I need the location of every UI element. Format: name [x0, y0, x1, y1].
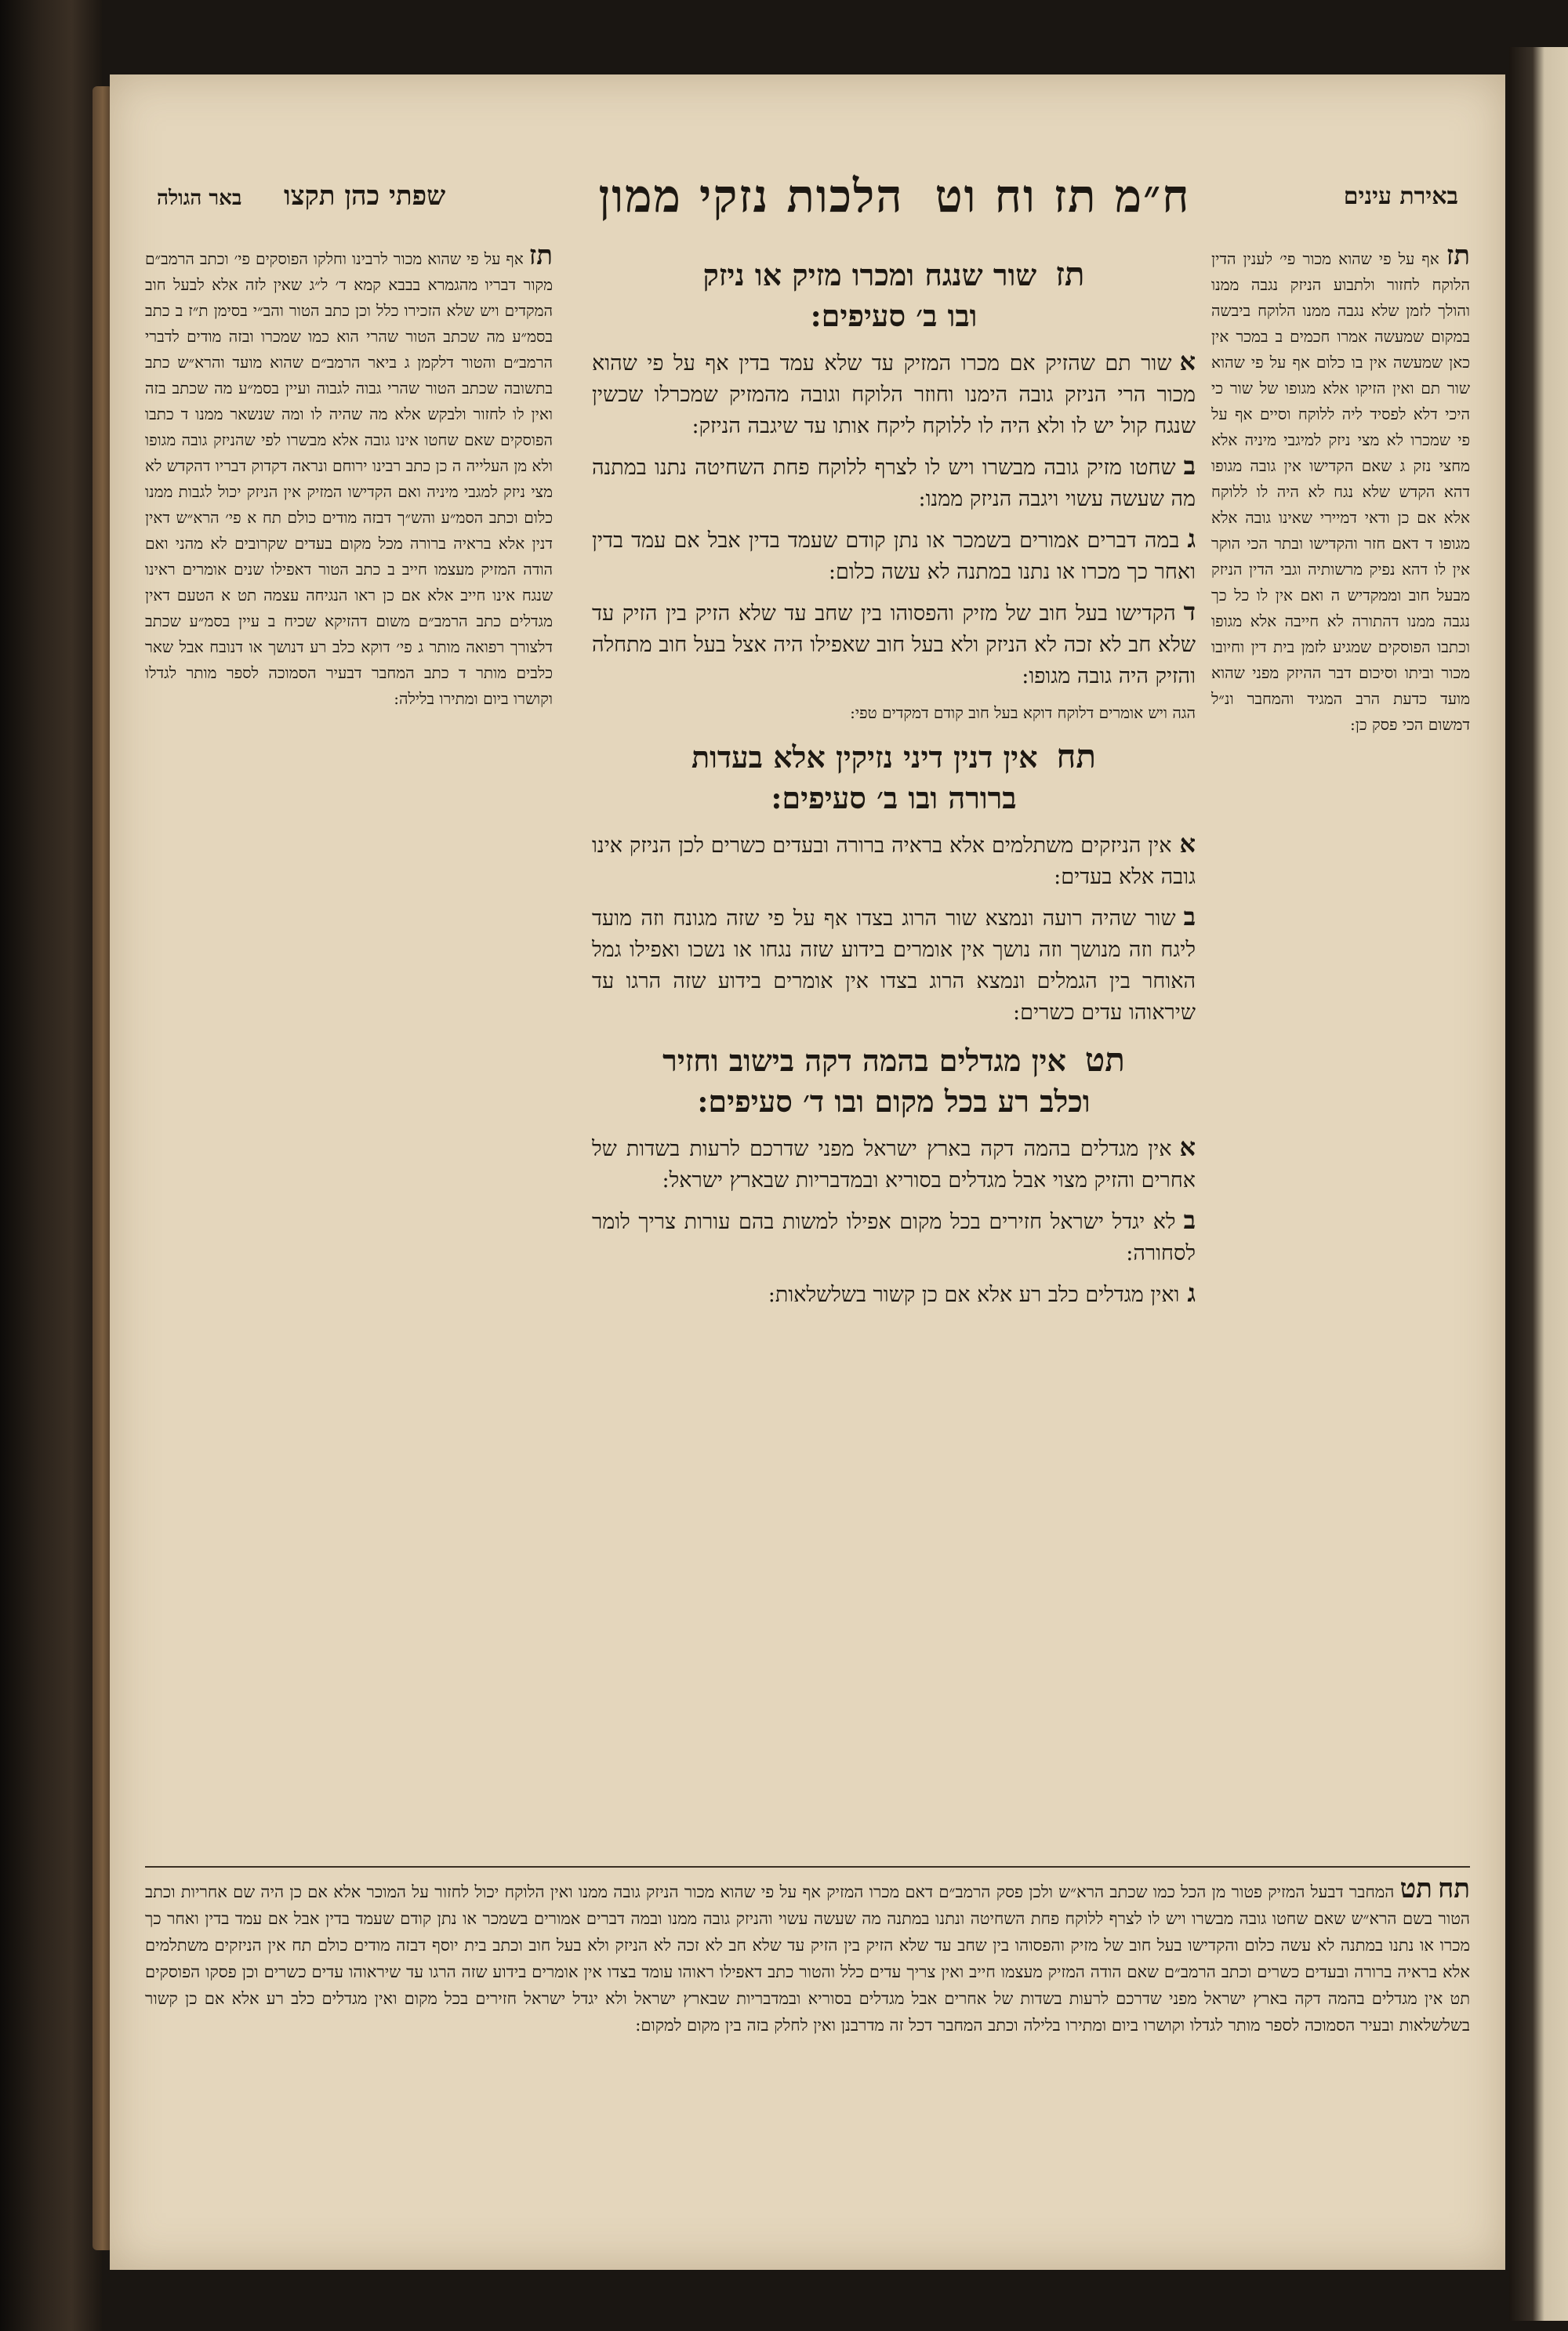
- seif-paragraph: [592, 1277, 1196, 1311]
- page-header: [157, 161, 1458, 231]
- siman-number: תח: [1056, 737, 1096, 775]
- seif-letter: ב: [1183, 902, 1196, 931]
- seif-letter: ג: [1187, 1278, 1196, 1308]
- siman-marker: תז: [528, 243, 553, 271]
- seif-text: במה דברים אמורים בשמכר או נתן קודם שעמד בדין אבל אם עמד בדין ואחר כך מכרו או נתנו במתנה לא עשה כלום:: [592, 528, 1196, 584]
- siman-title: שור שנגח ומכרו מזיק או ניזק: [702, 257, 1037, 292]
- left-commentary-column: [145, 243, 553, 1850]
- header-right-label: באירת עינים: [1343, 182, 1458, 210]
- seif-paragraph: [592, 1204, 1196, 1269]
- seif-text: שור שהיה רועה ונמצא שור הרוג בצדו אף על פי שזה מגונח וזה מועד ליגח וזה מנושך וזה נושך אין אומרים בידוע שזה נגחו או נשכו ואפילו גמל האוחר בין הגמלים ונמצא הרוג בצדו אין אומרים בידוע שזה הרגו עד שיראוהו עדים כשרים:: [592, 906, 1196, 1025]
- right-commentary-column: [1211, 243, 1470, 1795]
- seif-letter: ד: [1183, 597, 1196, 626]
- header-beer-hagola: באר הגולה: [157, 187, 242, 210]
- commentary-body: אף על פי שהוא מכור פי׳ לענין הדין הלוקח לחזור ולתבוע הניזק נגבה ממנו והולך לזמן שלא נגבה ממנו הלוקח ביבשה במקום שמעשה אמרו חכמים ב במכר אין כאן שמעשה אין בו כלום אף על פי שהוא שור תם ואין הזיקו אלא מגופו של שור כי היכי דלא לפסיד ליה ללוקח וסיים אף על פי שמכרו לא מצי ניזק למיגבי מיניה אלא מחצי נזק ג שאם הקדישו אין גובה מגופו דהא הקדש שלא נגח לא היה לו ללוקח אלא אם כן ודאי דמיירי שאינו גובה אלא מגופו ד דאם חזר והקדישו ובתר הכי הוקר אין לו דהא נפיק מרשותיה וגבי הדין הניזק מבעל חוב וממקדיש ה ואם אין לו כל כך נגבה ממנו דהתורה לא חייבה אלא מגופו וכתבו הפוסקים שמגיע לזמן בית דין וחיובו מכור וביתו וסיכום דבר ההיזק מפני שהוא מועד כדעת הרב המגיד והמחבר ונ״ל דמשום הכי פסק כן:: [1211, 249, 1470, 734]
- siman-marker: תט: [1399, 1873, 1432, 1904]
- header-title: [598, 169, 1190, 223]
- seif-letter: ב: [1183, 1205, 1196, 1235]
- siman-marker: תז: [1446, 243, 1470, 271]
- commentary-body: המחבר דבעל המזיק פטור מן הכל כמו שכתב הרא״ש ולכן פסק הרמב״ם דאם מכרו המזיק אף על פי שהוא מכור הניזק גובה ממנו ואין הלוקח יכול לחזור על המוכר אלא אם כן היה שם אחריות וכתב הטור בשם הרא״ש שאם שחטו גובה מבשרו ויש לו לצרף ללוקח פחת השחיטה ונתנו במתנה מה שעשה עשוי והניזק גובה ממנו ובמה דברים אמורים בשמכר או נתן קודם שעמד בדין אבל אם עמד בדין ואחר כך מכרו או נתנו במתנה לא עשה כלום והקדישו בעל חוב של מזיק והפסוהו בין שחב עד שלא הזיק בין הזיק עד שלא חב לא זכה לא הניזק ולא בעל חוב וכתב בית יוסף דבזה מודים כולם תח אין הניזקים משתלמים אלא בראיה ברורה ובעדים כשרים וכתב הרמב״ם שאם הודה המזיק מעצמו חייב ואין צריך עדים כלל והטור כתב דאפילו ראוהו עומד בצדו אין אומרים בידוע שזה הרגו עד שיראוהו עדים כשרים וכן פסקו הפוסקים תט אין מגדלים בהמה דקה בארץ ישראל מפני שדרכם לרעות בשדות של אחרים אבל מגדלים בסוריא ובמדבריות שבארץ ישראל ולא יגדל ישראל חזירים בכל מקום ואין מגדלים כלב רע אלא אם כן קשור בשלשלאות ובעיר הסמוכה לספר מותר לגדלו וקושרו ביום ומתירו בלילה וכתב המחבר דכל זה מדרבנן ואין לחלק בזה בין מקום למקום:: [145, 1883, 1470, 2035]
- siman-subtitle: ברורה ובו ב׳ סעיפים:: [771, 780, 1017, 815]
- seif-letter: ב: [1183, 451, 1196, 481]
- siman-subtitle: וכלב רע בכל מקום ובו ד׳ סעיפים:: [697, 1084, 1091, 1119]
- seif-paragraph: [592, 523, 1196, 588]
- header-title-simanim: ח״מ תז וח וט: [935, 169, 1191, 223]
- seif-text: אין הניזקים משתלמים אלא בראיה ברורה ובעדים כשרים לכן הניזק אינו גובה אלא בעדים:: [592, 833, 1196, 889]
- siman-subtitle: ובו ב׳ סעיפים:: [810, 298, 978, 333]
- right-commentary-text: [1211, 243, 1470, 738]
- siman-title: אין דנין דיני נזיקין אלא בעדות: [691, 739, 1038, 775]
- seif-paragraph: [592, 1131, 1196, 1196]
- seif-letter: ג: [1187, 524, 1196, 554]
- book-page: [110, 74, 1505, 2270]
- seif-paragraph: [592, 450, 1196, 515]
- seif-letter: א: [1179, 1132, 1196, 1162]
- seif-text: לא יגדל ישראל חזירים בכל מקום אפילו למשות בהם עורות צריך לומר לסחורה:: [592, 1210, 1196, 1265]
- seif-paragraph: [592, 346, 1196, 442]
- header-page-number: שפתי כהן תקצו: [284, 180, 446, 212]
- seif-paragraph: [592, 828, 1196, 893]
- siman-number: תט: [1084, 1040, 1125, 1079]
- header-title-halachot: הלכות נזקי ממון: [598, 169, 904, 223]
- seif-letter: א: [1179, 347, 1196, 376]
- siman-title: אין מגדלים בהמה דקה בישוב וחזיר: [662, 1043, 1066, 1078]
- seif-paragraph: [592, 596, 1196, 692]
- siman-number: תז: [1055, 255, 1085, 293]
- book-spine: [0, 0, 102, 2331]
- seif-text: אין מגדלים בהמה דקה בארץ ישראל מפני שדרכם לרעות בשדות של אחרים והזיק מצוי אבל מגדלים בסוריא ובמדבריות שבארץ ישראל:: [592, 1137, 1196, 1193]
- siman-heading: [592, 254, 1196, 336]
- siman-heading: [592, 736, 1196, 819]
- left-commentary-text: [145, 243, 553, 712]
- commentary-body: אף על פי שהוא מכור לרבינו וחלקו הפוסקים פי׳ וכתב הרמב״ם מקור דבריו מהגמרא בבבא קמא ד׳ ל״ג שאין לזה אלא לבעל חוב המקדים ויש שלא הזכירו כלל וכן כתב הטור והב״י בסימן ת״ז ב כתב בסמ״ע מה שכתב הטור שהרי הוא כמו שמכרו ובזה מודים לדברי הרמב״ם והטור דלקמן ג ביאר הרמב״ם שהוא מועד והרא״ש כתב בתשובה שכתב הטור שהרי גבוה לגבוה ועיין בסמ״ע מה שכתב בזה ואין לו לחזור ולבקש אלא מה שהיה לו ומה שנשאר ממנו ד כתבו הפוסקים שאם שחטו אינו גובה אלא מבשרו לפי שהניזק גובה מגופו ולא מן העלייה ה כן כתב רבינו ירוחם ונראה דקדוק דבריו דהקדש לא מצי ניזק למגבי מיניה ואם הקדישו המזיק אין הניזק יכול לגבות ממנו כלום וכתב הסמ״ע והש״ך דבזה מודים כולם תח א פי׳ הרא״ש דאין דנין אלא בראיה ברורה מכל מקום בעדים שקרובים לא מהני ואם הודה המזיק מעצמו חייב ב כתב הטור דאפילו שנים אומרים ראינו שנגח אינו חייב אלא אם כן ראו הנגיחה עצמה תט א הטעם דאין מגדלים כתב הרמב״ם משום דהזיקא שכיח ב עיין בסמ״ע שכתב דלצורך רפואה מותר ג פי׳ דוקא כלב רע דנושך או דנובח אבל שאר כלבים מותר ד כתב המחבר דבעיר הסמוכה לספר מותר לגדלו וקושרו ביום ומתירו בלילה:: [145, 249, 553, 708]
- header-left-labels: [157, 180, 445, 212]
- bottom-commentary: [145, 1866, 1470, 2244]
- bottom-commentary-text: [145, 1875, 1470, 2039]
- siman-heading: [592, 1040, 1196, 1122]
- hagah-gloss: הגה ויש אומרים דלוקח דוקא בעל חוב קודם דמקדים טפי:: [850, 703, 1196, 722]
- main-text-column: [592, 243, 1196, 1850]
- seif-paragraph: [592, 901, 1196, 1029]
- seif-text: שור תם שהזיק אם מכרו המזיק עד שלא עמד בדין אף על פי שהוא מכור הרי הניזק גובה הימנו וחוזר הלוקח וגובה מהמזיק שמכרלו שכשין שנגח קול יש לו ולא היה לו ללוקח ליקח אותו עד שיגבה הניזק:: [592, 351, 1196, 438]
- seif-text: שחטו מזיק גובה מבשרו ויש לו לצרף ללוקח פחת השחיטה נתנו במתנה מה שעשה עשוי ויגבה הניזק ממנו:: [592, 456, 1196, 511]
- seif-text: ואין מגדלים כלב רע אלא אם כן קשור בשלשלאות:: [768, 1283, 1180, 1307]
- seif-text: הקדישו בעל חוב של מזיק והפסוהו בין שחב עד שלא הזיק בין הזיק עד שלא חב לא זכה לא הניזק ולא בעל חוב שאפילו היה אצל בעל חוב מתחלה והזיק היה גובה מגופו:: [592, 601, 1196, 688]
- next-page-edge: [1509, 47, 1568, 2321]
- seif-letter: א: [1179, 829, 1196, 859]
- siman-marker: תח: [1438, 1873, 1470, 1904]
